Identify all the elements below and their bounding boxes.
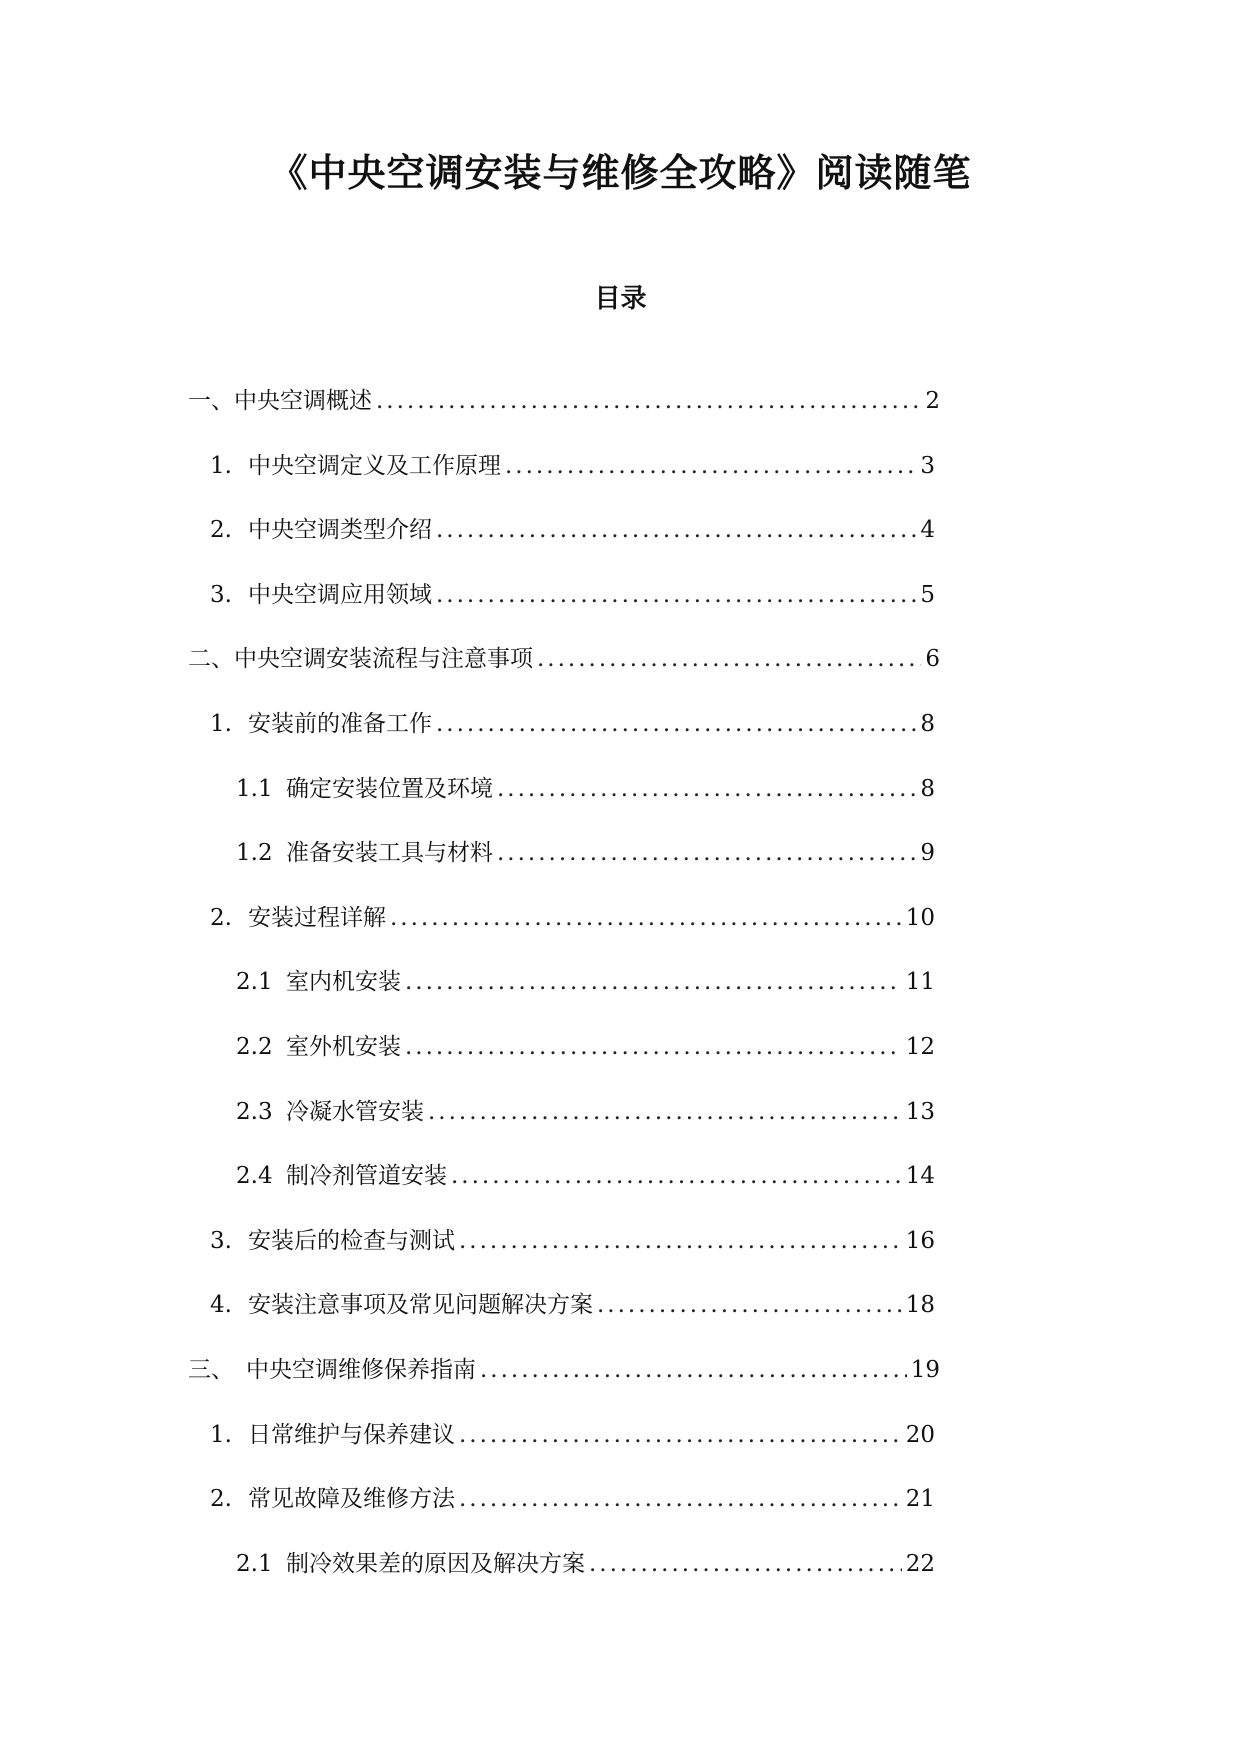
toc-dot-leader [436, 706, 916, 742]
toc-entry-number: 一、 [188, 388, 234, 414]
toc-entry-number: 3. [210, 1228, 232, 1254]
toc-dot-leader [390, 900, 902, 936]
toc-dot-leader [436, 512, 916, 548]
toc-entry-page: 5 [920, 582, 935, 608]
toc-entry-page: 10 [905, 905, 935, 931]
toc-entry-2-3[interactable] [210, 1223, 935, 1259]
toc-entry-label: 日常维护与保养建议 [248, 1422, 455, 1448]
toc-dot-leader [505, 448, 916, 484]
toc-dot-leader [459, 1223, 902, 1259]
toc-entry-number: 2. [210, 905, 232, 931]
toc-entry-page: 12 [905, 1034, 935, 1060]
toc-entry-3-1[interactable] [210, 1417, 935, 1453]
toc-entry-number: 2. [210, 1486, 232, 1512]
toc-entry-number: 2.4 [236, 1163, 273, 1189]
toc-dot-leader [480, 1352, 907, 1388]
toc-dot-leader [405, 1029, 902, 1065]
toc-entry-label: 准备安装工具与材料 [286, 840, 493, 866]
toc-dot-leader [497, 771, 916, 807]
toc-entry-number: 二、 [188, 646, 234, 672]
toc-entry-page: 9 [920, 840, 935, 866]
toc-entry-section-3[interactable] [188, 1352, 940, 1388]
toc-entry-label: 安装后的检查与测试 [248, 1228, 455, 1254]
toc-entry-section-2[interactable] [188, 641, 940, 677]
toc-entry-label: 常见故障及维修方法 [248, 1486, 455, 1512]
toc-entry-2-2[interactable] [210, 900, 935, 936]
toc-entry-number: 1. [210, 711, 232, 737]
toc-dot-leader [537, 641, 921, 677]
toc-entry-2-1[interactable] [210, 706, 935, 742]
toc-entry-page: 11 [905, 969, 935, 995]
toc-dot-leader [459, 1481, 902, 1517]
toc-entry-page: 6 [925, 646, 940, 672]
toc-entry-1-2[interactable] [210, 512, 935, 548]
toc-entry-label: 中央空调应用领域 [248, 582, 432, 608]
toc-entry-label: 中央空调安装流程与注意事项 [234, 646, 533, 672]
toc-entry-label: 安装前的准备工作 [248, 711, 432, 737]
toc-entry-2-2-2[interactable] [236, 1029, 935, 1065]
toc-entry-2-1-1[interactable] [236, 771, 935, 807]
toc-entry-number: 1. [210, 453, 232, 479]
toc-entry-number: 1.1 [236, 776, 273, 802]
toc-entry-number: 2.3 [236, 1099, 273, 1125]
toc-entry-1-1[interactable] [210, 448, 935, 484]
toc-entry-page: 16 [905, 1228, 935, 1254]
toc-entry-label: 中央空调维修保养指南 [246, 1357, 476, 1383]
toc-dot-leader [376, 383, 921, 419]
toc-entry-label: 中央空调定义及工作原理 [248, 453, 501, 479]
toc-entry-page: 22 [905, 1551, 935, 1577]
toc-entry-number: 4. [210, 1292, 232, 1318]
toc-entry-label: 冷凝水管安装 [286, 1099, 424, 1125]
toc-entry-page: 19 [910, 1357, 940, 1383]
toc-entry-page: 8 [920, 711, 935, 737]
toc-entry-number: 1.2 [236, 840, 273, 866]
toc-entry-label: 安装注意事项及常见问题解决方案 [248, 1292, 593, 1318]
toc-entry-2-1-2[interactable] [236, 835, 935, 871]
toc-entry-2-4[interactable] [210, 1287, 935, 1323]
toc-dot-leader [405, 964, 902, 1000]
toc-dot-leader [459, 1417, 902, 1453]
toc-entry-label: 中央空调概述 [234, 388, 372, 414]
toc-entry-3-2-1[interactable] [236, 1546, 935, 1582]
toc-entry-label: 室外机安装 [286, 1034, 401, 1060]
toc-entry-page: 14 [905, 1163, 935, 1189]
toc-entry-page: 8 [920, 776, 935, 802]
toc-entry-section-1[interactable] [188, 383, 940, 419]
document-title: 《中央空调安装与维修全攻略》阅读随笔 [269, 150, 972, 195]
toc-dot-leader [497, 835, 916, 871]
toc-entry-page: 13 [905, 1099, 935, 1125]
toc-entry-page: 18 [905, 1292, 935, 1318]
toc-entry-page: 2 [925, 388, 940, 414]
toc-entry-page: 21 [905, 1486, 935, 1512]
toc-dot-leader [436, 577, 916, 613]
toc-entry-page: 20 [905, 1422, 935, 1448]
toc-entry-label: 中央空调类型介绍 [248, 517, 432, 543]
toc-entry-2-2-1[interactable] [236, 964, 935, 1000]
toc-entry-page: 3 [920, 453, 935, 479]
toc-dot-leader [451, 1158, 902, 1194]
toc-entry-label: 室内机安装 [286, 969, 401, 995]
toc-heading: 目录 [594, 284, 647, 314]
toc-entry-label: 制冷剂管道安装 [286, 1163, 447, 1189]
toc-dot-leader [428, 1094, 902, 1130]
toc-entry-3-2[interactable] [210, 1481, 935, 1517]
toc-entry-1-3[interactable] [210, 577, 935, 613]
toc-dot-leader [589, 1546, 902, 1582]
toc-entry-2-2-4[interactable] [236, 1158, 935, 1194]
toc-entry-number: 2.2 [236, 1034, 273, 1060]
toc-entry-page: 4 [920, 517, 935, 543]
toc-entry-number: 2.1 [236, 1551, 273, 1577]
toc-entry-2-2-3[interactable] [236, 1094, 935, 1130]
toc-entry-label: 制冷效果差的原因及解决方案 [286, 1551, 585, 1577]
toc-entry-number: 2. [210, 517, 232, 543]
toc-dot-leader [597, 1287, 902, 1323]
toc-entry-number: 3. [210, 582, 232, 608]
toc-entry-label: 确定安装位置及环境 [286, 776, 493, 802]
toc-entry-number: 2.1 [236, 969, 273, 995]
toc-entry-number: 1. [210, 1422, 232, 1448]
toc-entry-number: 三、 [188, 1357, 234, 1383]
toc-entry-label: 安装过程详解 [248, 905, 386, 931]
